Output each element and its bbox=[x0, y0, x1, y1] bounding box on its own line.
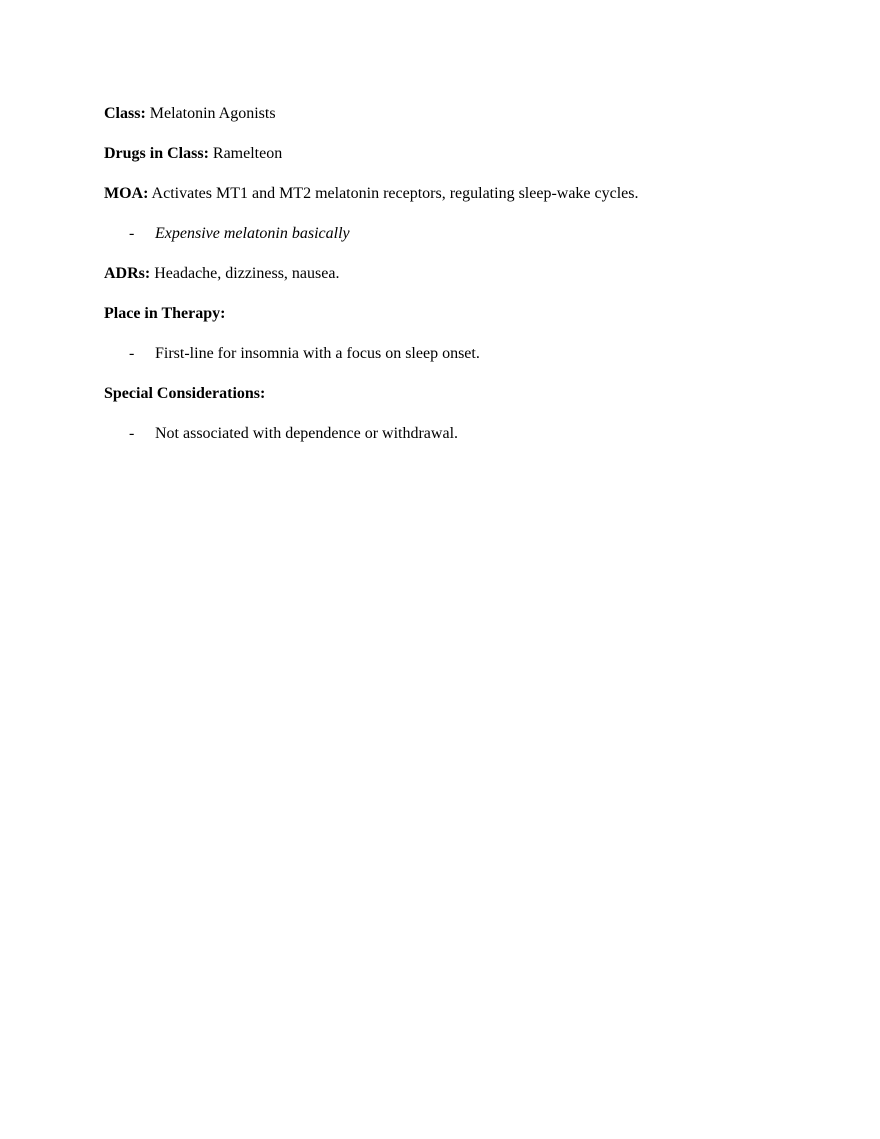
adrs-label: ADRs: bbox=[104, 265, 151, 282]
place-label: Place in Therapy: bbox=[104, 305, 226, 322]
special-bullet bbox=[129, 424, 458, 444]
class-value: Melatonin Agonists bbox=[145, 105, 276, 122]
special-label: Special Considerations: bbox=[104, 385, 266, 402]
moa-line bbox=[104, 184, 639, 204]
drugs-label: Drugs in Class: bbox=[104, 145, 209, 162]
special-bullet-text: Not associated with dependence or withdrawal. bbox=[155, 425, 459, 442]
class-line bbox=[104, 104, 276, 124]
moa-label: MOA: bbox=[104, 185, 149, 202]
moa-bullet-text: Expensive melatonin basically bbox=[155, 225, 350, 242]
drugs-value: Ramelteon bbox=[208, 145, 283, 162]
adrs-value: Headache, dizziness, nausea. bbox=[150, 265, 340, 282]
bullet-dash: - bbox=[129, 225, 135, 242]
moa-bullet bbox=[129, 224, 350, 244]
place-bullet bbox=[129, 344, 480, 364]
adrs-line bbox=[104, 264, 339, 284]
bullet-dash: - bbox=[129, 345, 135, 362]
special-heading bbox=[104, 384, 265, 404]
place-bullet-text: First-line for insomnia with a focus on sleep onset. bbox=[155, 345, 480, 362]
bullet-dash: - bbox=[129, 425, 135, 442]
place-heading bbox=[104, 304, 225, 324]
moa-value: Activates MT1 and MT2 melatonin receptors, regulating sleep-wake cycles. bbox=[148, 185, 639, 202]
drugs-line bbox=[104, 144, 282, 164]
class-label: Class: bbox=[104, 105, 146, 122]
